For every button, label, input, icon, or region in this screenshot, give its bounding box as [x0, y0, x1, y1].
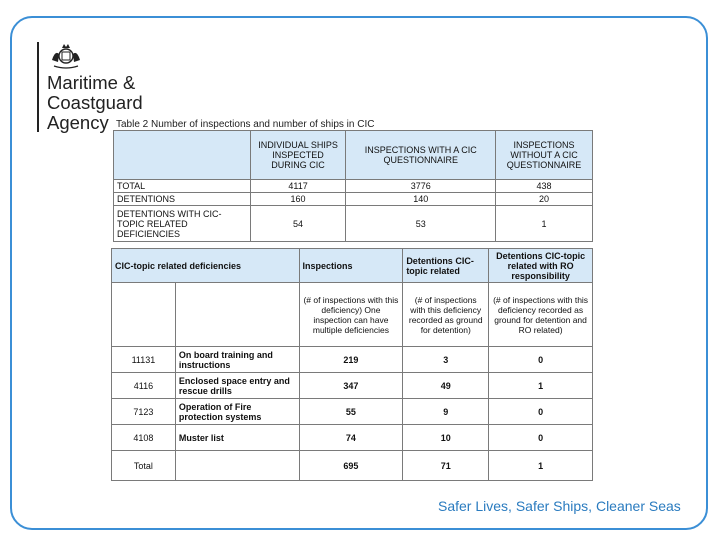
total-row [112, 451, 593, 481]
cell-detentions: 10 [403, 425, 489, 451]
cell-ro: 0 [489, 347, 593, 373]
deficiency-name: Operation of Fire protection systems [175, 399, 299, 425]
cell-value: 160 [250, 193, 346, 206]
deficiency-code: 4116 [112, 373, 176, 399]
cell-value: 53 [346, 206, 496, 242]
table1-header-blank [114, 131, 251, 180]
royal-crest-icon [49, 42, 83, 70]
cell-value: 3776 [346, 180, 496, 193]
cell-inspections: 219 [299, 347, 403, 373]
cell-detentions: 3 [403, 347, 489, 373]
table2-header-row [112, 249, 593, 283]
total-label: Total [112, 451, 176, 481]
cell-inspections: 347 [299, 373, 403, 399]
deficiency-name: Muster list [175, 425, 299, 451]
table1-header-with-questionnaire: INSPECTIONS WITH A CIC QUESTIONNAIRE [346, 131, 496, 180]
table2-header-detentions: Detentions CIC-topic related [403, 249, 489, 283]
table-row [112, 399, 593, 425]
deficiencies-table [111, 248, 593, 481]
deficiency-name: Enclosed space entry and rescue drills [175, 373, 299, 399]
table2-header-inspections: Inspections [299, 249, 403, 283]
cell-value: 54 [250, 206, 346, 242]
subheader-inspections: (# of inspections with this deficiency) One inspection can have multiple deficiencies [299, 283, 403, 347]
deficiency-code: 4108 [112, 425, 176, 451]
deficiency-name: On board training and instructions [175, 347, 299, 373]
cell-detentions: 49 [403, 373, 489, 399]
table2-header-ro-detentions: Detentions CIC-topic related with RO responsibility [489, 249, 593, 283]
logo-divider [37, 42, 39, 132]
total-inspections: 695 [299, 451, 403, 481]
deficiency-code: 11131 [112, 347, 176, 373]
row-label: DETENTIONS WITH CIC-TOPIC RELATED DEFICIENCIES [114, 206, 251, 242]
deficiency-code: 7123 [112, 399, 176, 425]
cell-value: 1 [496, 206, 593, 242]
table-row [112, 347, 593, 373]
cell-ro: 0 [489, 399, 593, 425]
cell-detentions: 9 [403, 399, 489, 425]
cell-inspections: 74 [299, 425, 403, 451]
total-ro: 1 [489, 451, 593, 481]
table-row [114, 206, 593, 242]
table-row [112, 373, 593, 399]
cell-inspections: 55 [299, 399, 403, 425]
row-label: DETENTIONS [114, 193, 251, 206]
table-row [112, 425, 593, 451]
total-detentions: 71 [403, 451, 489, 481]
total-blank [175, 451, 299, 481]
table2-subheader-row [112, 283, 593, 347]
table1-caption: Table 2 Number of inspections and number of ships in CIC [116, 119, 375, 130]
table-row [114, 180, 593, 193]
cell-ro: 0 [489, 425, 593, 451]
table2-header-deficiencies: CIC-topic related deficiencies [112, 249, 300, 283]
slogan: Safer Lives, Safer Ships, Cleaner Seas [438, 498, 681, 514]
table1-header-without-questionnaire: INSPECTIONS WITHOUT A CIC QUESTIONNAIRE [496, 131, 593, 180]
subheader-detentions: (# of inspections with this deficiency recorded as ground for detention) [403, 283, 489, 347]
subheader-blank [112, 283, 176, 347]
org-line-3: Agency [47, 112, 109, 133]
cell-value: 4117 [250, 180, 346, 193]
org-line-2: Coastguard [47, 92, 143, 113]
cell-value: 20 [496, 193, 593, 206]
org-line-1: Maritime & [47, 72, 136, 93]
inspections-summary-table [113, 130, 593, 242]
subheader-blank [175, 283, 299, 347]
table1-header-row [114, 131, 593, 180]
table-row [114, 193, 593, 206]
table1-header-individual-ships: INDIVIDUAL SHIPS INSPECTED DURING CIC [250, 131, 346, 180]
row-label: TOTAL [114, 180, 251, 193]
cell-value: 438 [496, 180, 593, 193]
cell-value: 140 [346, 193, 496, 206]
cell-ro: 1 [489, 373, 593, 399]
subheader-ro-detentions: (# of inspections with this deficiency recorded as ground for detention and RO related) [489, 283, 593, 347]
